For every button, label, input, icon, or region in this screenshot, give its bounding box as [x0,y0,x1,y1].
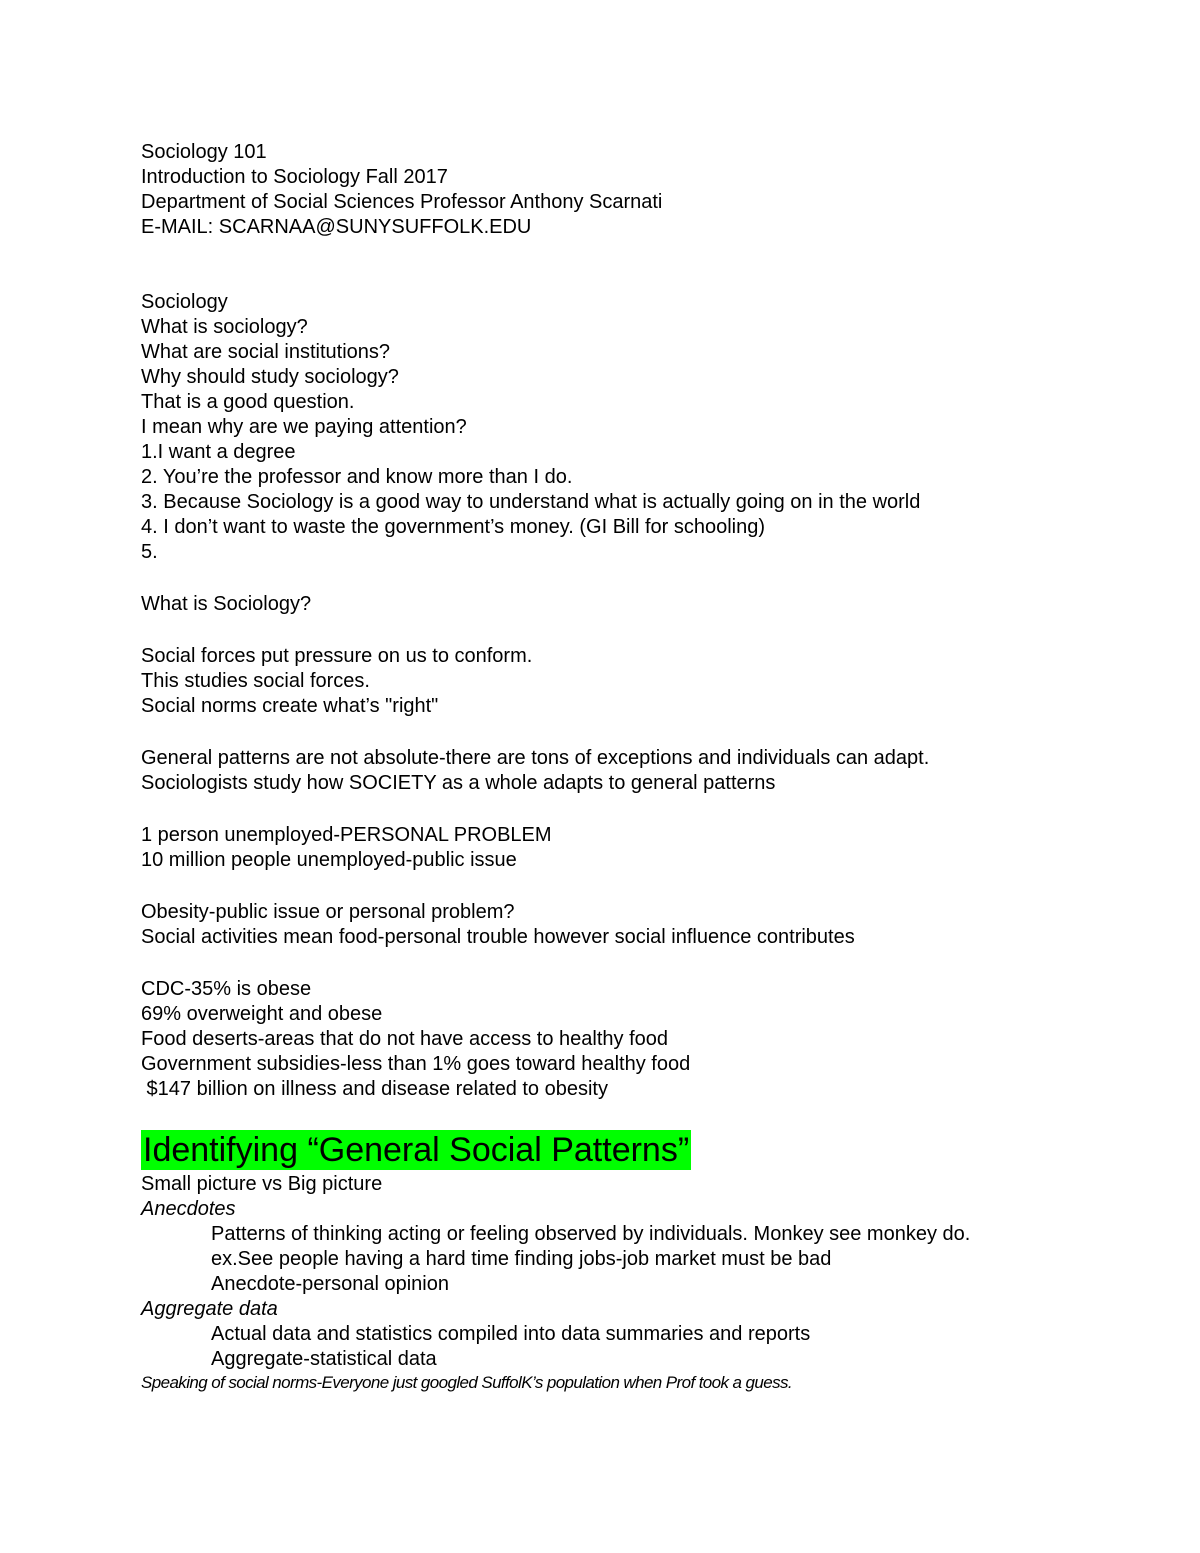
unemployment-line: 1 person unemployed-PERSONAL PROBLEM [141,824,552,846]
patterns-block [141,746,1141,796]
reason-item: 1.I want a degree [141,441,296,463]
stat-line: CDC-35% is obese [141,978,312,1000]
course-number: Sociology 101 [141,141,267,163]
spacer [141,873,1141,900]
forces-block [141,644,1141,719]
forces-line: Social forces put pressure on us to conform. [141,645,533,667]
anecdote-line: Patterns of thinking acting or feeling observed by individuals. Monkey see monkey do. [211,1223,971,1245]
stat-line: Government subsidies-less than 1% goes toward healthy food [141,1053,691,1075]
what-is-heading: What is Sociology? [141,593,312,615]
reason-item: 4. I don’t want to waste the government’s money. (GI Bill for schooling) [141,516,766,538]
forces-line: Social norms create what’s "right" [141,695,439,717]
intro-line: What is sociology? [141,316,308,338]
section-heading-wrap [141,1130,1141,1172]
aggregate-label: Aggregate data [141,1298,278,1320]
intro-line: What are social institutions? [141,341,391,363]
forces-line: This studies social forces. [141,670,370,692]
intro-line: That is a good question. [141,391,355,413]
unemployment-block [141,823,1141,873]
intro-line: Sociology [141,291,228,313]
aggregate-line: Actual data and statistics compiled into data summaries and reports [211,1323,811,1345]
unemployment-line: 10 million people unemployed-public issue [141,849,517,871]
obesity-line: Social activities mean food-personal trouble however social influence contributes [141,926,855,948]
intro-line: I mean why are we paying attention? [141,416,467,438]
spacer [141,617,1141,644]
patterns-line: General patterns are not absolute-there are tons of exceptions and individuals can adapt. [141,747,930,769]
anecdotes-label: Anecdotes [141,1198,236,1220]
spacer [141,950,1141,977]
intro-line: Why should study sociology? [141,366,399,388]
course-header [141,140,1141,240]
obesity-line: Obesity-public issue or personal problem? [141,901,515,923]
section-body [141,1172,1141,1394]
spacer [141,240,1141,290]
department-professor: Department of Social Sciences Professor Anthony Scarnati [141,191,663,213]
reason-item: 2. You’re the professor and know more than I do. [141,466,573,488]
reason-item: 3. Because Sociology is a good way to understand what is actually going on in the world [141,491,921,513]
patterns-line: Sociologists study how SOCIETY as a whole adapts to general patterns [141,772,776,794]
stat-line: $147 billion on illness and disease related to obesity [141,1078,608,1100]
spacer [141,719,1141,746]
stat-line: Food deserts-areas that do not have access to healthy food [141,1028,668,1050]
anecdote-line: ex.See people having a hard time finding jobs-job market must be bad [211,1248,832,1270]
stat-line: 69% overweight and obese [141,1003,383,1025]
spacer [141,796,1141,823]
stats-block [141,977,1141,1102]
section-subtitle: Small picture vs Big picture [141,1173,383,1195]
anecdote-line: Anecdote-personal opinion [211,1273,449,1295]
intro-block [141,290,1141,565]
reason-item: 5. [141,541,158,563]
course-title: Introduction to Sociology Fall 2017 [141,166,448,188]
spacer [141,565,1141,592]
aggregate-line: Aggregate-statistical data [211,1348,437,1370]
footnote: Speaking of social norms-Everyone just googled SuffolK’s population when Prof took a guess. [141,1373,793,1392]
obesity-block [141,900,1141,950]
email-line: E-MAIL: SCARNAA@SUNYSUFFOLK.EDU [141,216,532,238]
document-body [141,140,1141,1394]
section-heading: Identifying “General Social Patterns” [143,1131,690,1169]
